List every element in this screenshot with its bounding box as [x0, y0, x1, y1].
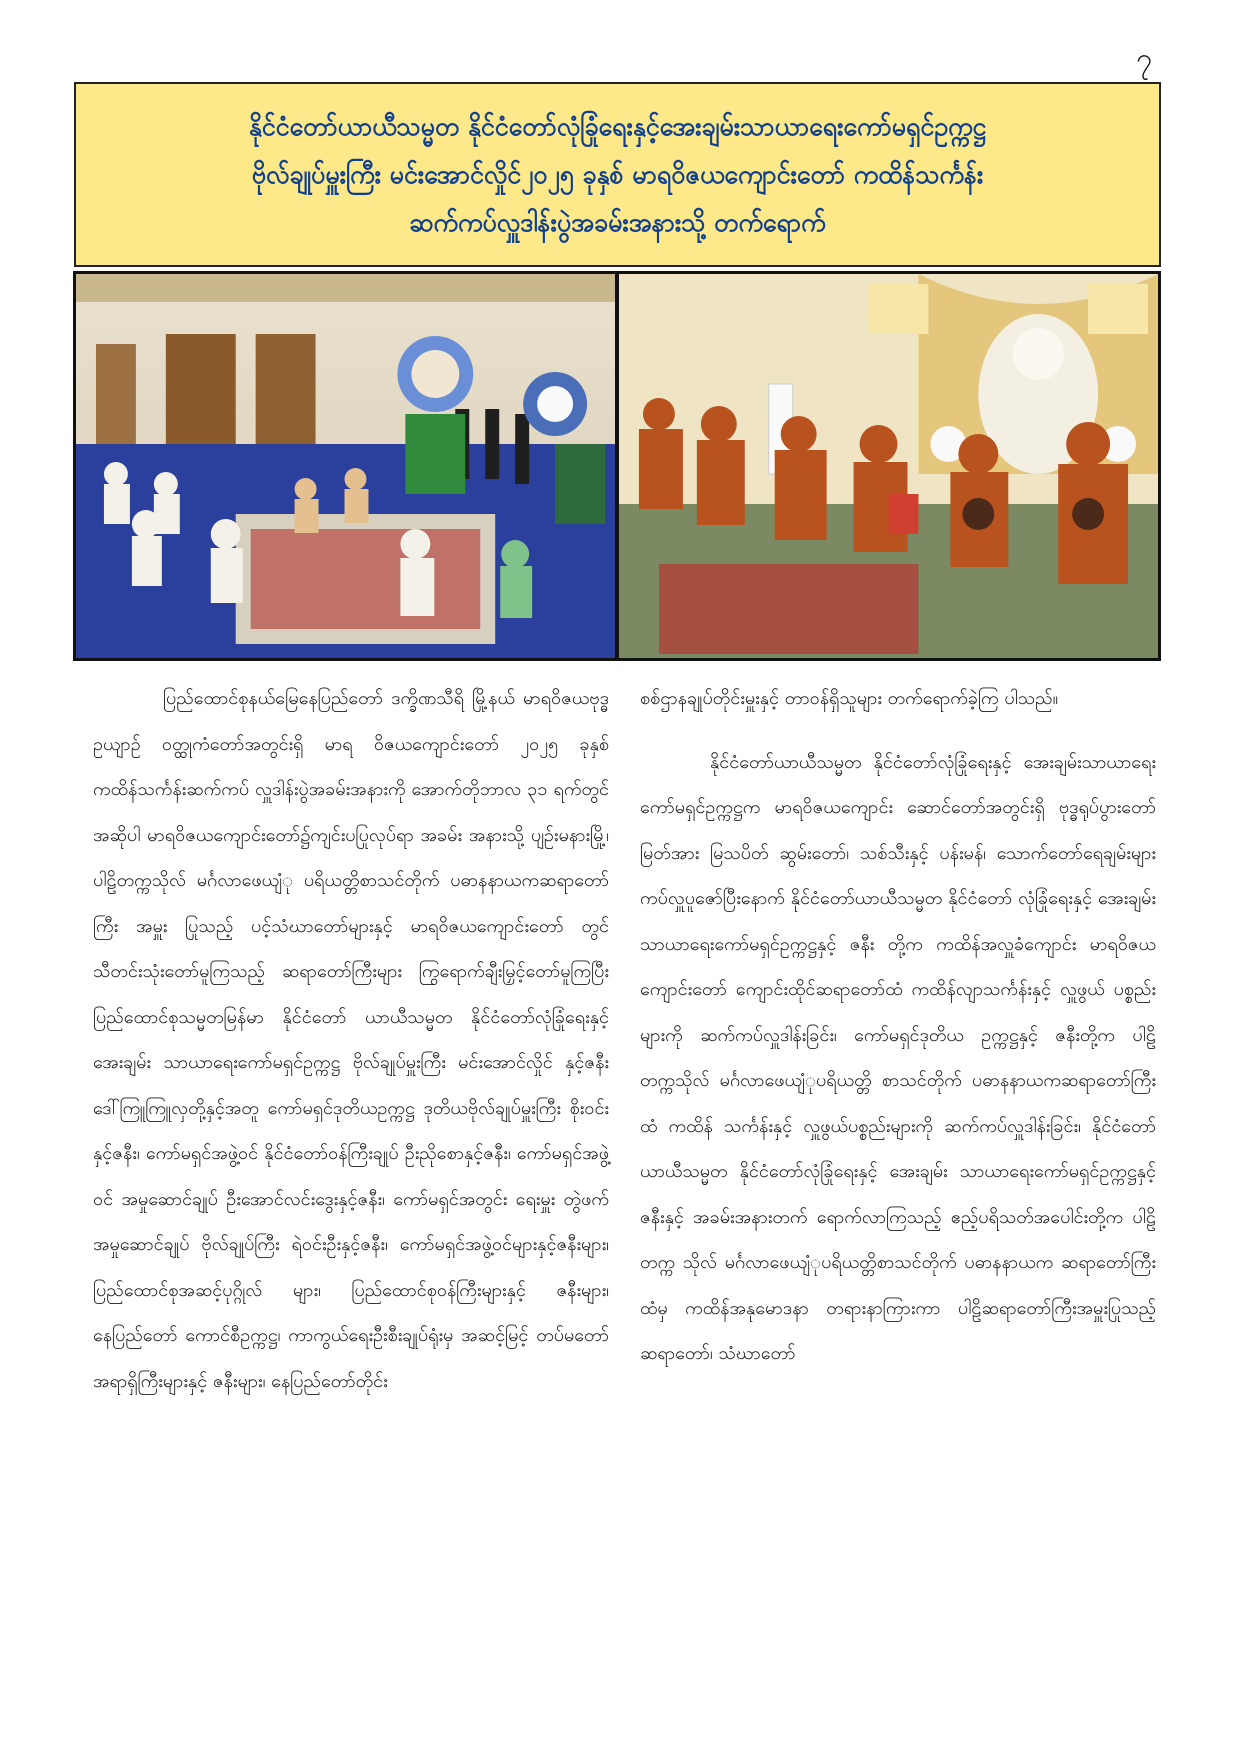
text-line: ပရိယတ္တိစာသင်တိုက် ပဓာနနာယကဆရာတော်ကြီး အမှူး [93, 870, 609, 937]
text-line: အေးချမ်းသာယာရေးကော်မရှင်ဥက္ကဋ္ဌက မာရဝိဇယကျောင်း [640, 751, 1156, 818]
text-line: ပြည်ထောင်စုနယ်မြေနေပြည်တော် ဒက္ခိဏသီရိ [163, 688, 465, 709]
text-line: ကျောင်းထိုင်ဆရာတော်ထံ ကထိန်လျာသင်္ကန်းနှင့် လှူဖွယ် [735, 979, 1105, 1000]
text-line: လှူဒါန်းပွဲအခမ်းအနားကို အောက်တိုဘာလ ၃၁ ရက်တွင် [255, 779, 609, 800]
article-paragraph [640, 676, 1156, 722]
headline-line: ဆက်ကပ်လှူဒါန်းပွဲအခမ်းအနားသို့ တက်ရောက် [409, 207, 826, 237]
text-line: ဆရာတော်ကြီးထံမှ ကထိန်အနုမောဒနာ တရားနာကြားကာ [640, 1252, 1156, 1319]
text-line: ပါဠိဆရာတော်ကြီးအမှူးပြုသည့် ဆရာတော်၊ သံဃာတော် [640, 1297, 1156, 1364]
text-line: စစ်ဌာနချုပ်တိုင်းမှူးနှင့် တာဝန်ရှိသူများ တက်ရောက်ခဲ့ကြ [640, 688, 999, 709]
monks-seated-photo [619, 274, 1158, 658]
text-line: နှင့်ဇနီး ဒေါ်ကြူကြူလှတို့နှင့်အတူ ကော်မရှင်ဒုတိယဥက္ကဋ္ဌ [93, 1052, 609, 1119]
text-line: သာယာရေးကော်မရှင်ဥက္ကဋ္ဌနှင့်ဇနီးနှင့် အခမ်းအနားတက် [640, 1161, 1156, 1228]
text-line: ပြုသည့် ပင့်သံဃာတော်များနှင့် မာရဝိဇယကျောင်းတော် [185, 915, 564, 937]
text-line: သင်္ကန်းနှင့် လှူဖွယ်ပစ္စည်းများကို ဆက်ကပ်လှူဒါန်းခြင်း၊ [724, 1115, 1081, 1137]
text-line: တို့က ကထိန်အလှူခံကျောင်း မာရဝိဇယကျောင်းတော် [640, 933, 1156, 1000]
text-line: ပါသည်။ [1004, 688, 1059, 709]
text-line: နိုင်ငံတော်ယာယီသမ္မတ နိုင်ငံတော်လုံခြုံရေးနှင့် အေးချမ်း [640, 1115, 1156, 1182]
text-line: သိုလ် မင်္ဂလာဖေယျံုပရိယတ္တိစာသင်တိုက် ပဓာနနာယက [682, 1252, 1054, 1273]
text-line: ဝိဇယကျောင်းတော် ၂၀၂၅ ခုနှစ် ကထိန်သင်္ကန်းဆက်ကပ် [93, 733, 609, 800]
headline-line: ဗိုလ်ချုပ်မှူးကြီး မင်းအောင်လှိုင်၂၀၂၅ ခုနှစ် မာရဝိဇယကျောင်းတော် ကထိန်သင်္ကန်း [251, 159, 984, 189]
text-line: ဆောင်တော်အတွင်းရှိ ဗုဒ္ဓရုပ်ပွားတော်မြတ်အား မြသပိတ် [640, 797, 1156, 864]
article-paragraph [93, 676, 609, 1404]
text-line: များ၊ ပြည်ထောင်စုဝန်ကြီးများနှင့် ဇနီးများ၊ နေပြည်တော် [93, 1279, 609, 1346]
text-line: ဆွမ်းတော်၊ သစ်သီးနှင့် ပန်းမန်၊ သောက်တော်ရေချမ်းများ [779, 842, 1156, 864]
text-line: ကော်မရှင်အဖွဲ့ဝင်များနှင့်ဇနီးများ၊ ပြည်ထောင်စုအဆင့်ပုဂ္ဂိုလ် [93, 1234, 609, 1301]
text-line: အဆိုပါ မာရဝိဇယကျောင်းတော်၌ကျင်းပပြုလုပ်ရာ အခမ်း [93, 824, 463, 846]
article-column-right [640, 676, 1156, 1377]
text-line: လုံခြုံရေးနှင့် အေးချမ်းသာယာရေးကော်မရှင်ဥက္ကဋ္ဌနှင့် ဇနီး [640, 888, 1156, 955]
text-line: နိုင်ငံတော်ယာယီသမ္မတ နိုင်ငံတော်လုံခြုံရေးနှင့် [710, 751, 1012, 773]
text-line: အနားသို့ ပျဉ်းမနားမြို့၊ ပါဠိတက္ကသိုလ် မင်္ဂလာဖေယျံု [93, 824, 609, 891]
text-line: ဥက္ကဋ္ဌနှင့် ဇနီးတို့က ပါဠိတက္ကသိုလ် မင်္ဂလာဖေယျံုပရိယတ္တိ [640, 1024, 1157, 1091]
article-paragraph [640, 740, 1156, 1377]
text-line: တပ်မတော်အရာရှိကြီးများနှင့် ဇနီးများ၊ နေပြည်တော်တိုင်း [93, 1325, 609, 1392]
text-line: နိုင်ငံတော် ယာယီသမ္မတ နိုင်ငံတော်လုံခြုံရေးနှင့်အေးချမ်း [93, 1006, 609, 1073]
ceremony-attendees-photo [76, 274, 615, 658]
headline-line: နိုင်ငံတော်ယာယီသမ္မတ နိုင်ငံတော်လုံခြုံရေးနှင့်အေးချမ်းသာယာရေးကော်မရှင်ဥက္ကဋ္ဌ [248, 111, 987, 141]
article-column-left [93, 676, 609, 1404]
photo-strip [73, 271, 1161, 661]
text-line: ကပ်လှူပူဇော်ပြီးနောက် နိုင်ငံတော်ယာယီသမ္မတ နိုင်ငံတော် [640, 888, 1013, 909]
text-line: ရေးမှူး တွဲဖက်အမှုဆောင်ချုပ် ဗိုလ်ချုပ်ကြီး ရဲဝင်းဦးနှင့်ဇနီး၊ [93, 1188, 609, 1255]
text-line: ဒုတိယဗိုလ်ချုပ်မှူးကြီး စိုးဝင်းနှင့်ဇနီး၊ ကော်မရှင်အဖွဲ့ဝင် [93, 1097, 609, 1164]
text-line: တွင် သီတင်းသုံးတော်မူကြသည့် ဆရာတော်ကြီးများ [93, 915, 609, 982]
text-line: ရောက်လာကြသည့် ဧည့်ပရိသတ်အပေါင်းတို့က ပါဠိတက္က [640, 1206, 1156, 1273]
text-line: သာယာရေးကော်မရှင်ဥက္ကဋ္ဌ ဗိုလ်ချုပ်မှူးကြီး မင်းအောင်လှိုင် [163, 1052, 553, 1073]
text-line: မြို့နယ် မာရဝိဇယဗုဒ္ဓဥယျာဉ် ဝတ္ထုကံတော်အတွင်းရှိ မာရ [93, 688, 609, 755]
text-line: စာသင်တိုက် ပဓာနနာယကဆရာတော်ကြီးထံ ကထိန် [640, 1070, 1156, 1137]
text-line: ကောင်စီဥက္ကဋ္ဌ၊ ကာကွယ်ရေးဦးစီးချုပ်ရုံးမှ အဆင့်မြင့် [185, 1325, 529, 1346]
text-line: အမှုဆောင်ချုပ် ဦးအောင်လင်းဒွေးနှင့်ဇနီး၊ ကော်မရှင်အတွင်း [121, 1188, 508, 1210]
text-line: နိုင်ငံတော်ဝန်ကြီးချုပ် ဦးညိုစောနှင့်ဇနီး၊ ကော်မရှင်အဖွဲ့ဝင် [93, 1143, 609, 1210]
headline-box [74, 82, 1161, 267]
text-line: ပစ္စည်းများကို ဆက်ကပ်လှူဒါန်းခြင်း၊ ကော်မရှင်ဒုတိယ [640, 979, 1156, 1046]
page-number: ၇ [1136, 42, 1152, 75]
text-line: ကြွရောက်ချီးမြှင့်တော်မူကြပြီး ပြည်ထောင်စုသမ္မတမြန်မာ [93, 961, 609, 1028]
